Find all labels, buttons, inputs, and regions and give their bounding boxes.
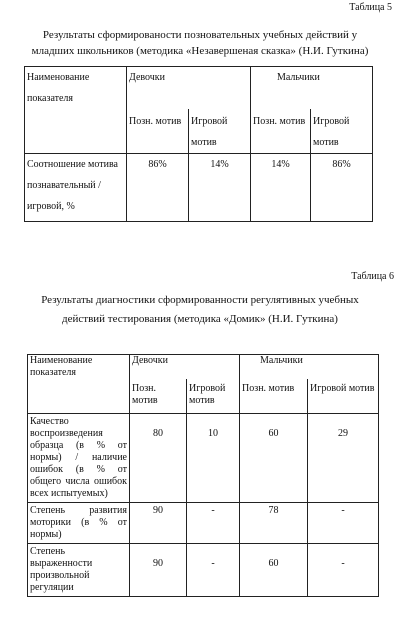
table-6-header-indicator-spacer	[28, 379, 130, 414]
table-5-header-girls-game: Игровой мотив	[189, 109, 251, 154]
table-5-number: Таблица 5	[349, 2, 392, 13]
table-6-header-indicator: Наименование показателя	[28, 355, 130, 380]
table-5	[24, 66, 373, 222]
table-5-header-indicator-spacer	[25, 109, 127, 154]
table-row	[28, 414, 379, 503]
table-5-row-label: Соотношение мотива познавательный / игровой, %	[25, 154, 127, 222]
table-6-header-girls-game: Игровой мотив	[187, 379, 240, 414]
table-row	[28, 544, 379, 597]
table-5-caption	[0, 27, 400, 59]
table-5-cell-girls-game: 14%	[189, 154, 251, 222]
table-6-header-girls: Девочки	[130, 355, 240, 380]
table-6-row-1-girls-cognitive: 80	[130, 414, 187, 503]
table-5-header-row-2	[25, 109, 373, 154]
table-row	[25, 154, 373, 222]
table-6-caption	[0, 291, 400, 329]
table-6-row-1-label: Качество воспроизведения образца (в % от нормы) / наличие ошибок (в % от общего числа ошибок всех испытуемых)	[28, 414, 130, 503]
table-6-row-3-label: Степень выраженности произвольной регуляции	[28, 544, 130, 597]
table-5-header-indicator: Наименование показателя	[25, 67, 127, 110]
table-6-row-2-girls-game: -	[187, 503, 240, 544]
table-6-row-2-girls-cognitive: 90	[130, 503, 187, 544]
table-5-caption-line-1: Результаты сформированости позновательных учебных действий у	[42, 29, 358, 41]
table-6-row-1-boys-cognitive: 60	[240, 414, 308, 503]
table-6-row-2-boys-game: -	[308, 503, 379, 544]
table-6-caption-line-1: Результаты диагностики сформированности регулятивных учебных	[41, 294, 359, 306]
table-5-header-row-1	[25, 67, 373, 110]
table-6-row-3-boys-cognitive: 60	[240, 544, 308, 597]
table-5-header-boys: Мальчики	[251, 67, 373, 110]
table-6-row-2-label: Степень развития моторики (в % от нормы)	[28, 503, 130, 544]
table-5-header-girls-cognitive: Позн. мотив	[127, 109, 189, 154]
table-6	[27, 354, 379, 597]
table-5-header-girls: Девочки	[127, 67, 251, 110]
table-6-caption-line-2: действий тестирования (методика «Домик» (Н.И. Гуткина)	[62, 313, 338, 325]
table-6-header-boys-game: Игровой мотив	[308, 379, 379, 414]
table-5-cell-girls-cognitive: 86%	[127, 154, 189, 222]
table-5-cell-boys-cognitive: 14%	[251, 154, 311, 222]
table-row	[28, 503, 379, 544]
table-6-row-1-boys-game: 29	[308, 414, 379, 503]
table-6-header-row-1	[28, 355, 379, 380]
table-6-row-3-girls-cognitive: 90	[130, 544, 187, 597]
table-6-header-boys-cognitive: Позн. мотив	[240, 379, 308, 414]
table-5-header-boys-game: Игровой мотив	[311, 109, 373, 154]
table-6-header-row-2	[28, 379, 379, 414]
table-6-row-3-girls-game: -	[187, 544, 240, 597]
table-6-header-boys: Мальчики	[240, 355, 379, 380]
table-5-cell-boys-game: 86%	[311, 154, 373, 222]
table-6-row-3-boys-game: -	[308, 544, 379, 597]
table-6-header-girls-cognitive: Позн. мотив	[130, 379, 187, 414]
table-5-caption-line-2: младших школьников (методика «Незавершеная сказка» (Н.И. Гуткина)	[31, 45, 369, 57]
table-5-header-boys-cognitive: Позн. мотив	[251, 109, 311, 154]
table-6-row-2-boys-cognitive: 78	[240, 503, 308, 544]
table-6-number: Таблица 6	[351, 271, 394, 282]
table-6-row-1-girls-game: 10	[187, 414, 240, 503]
